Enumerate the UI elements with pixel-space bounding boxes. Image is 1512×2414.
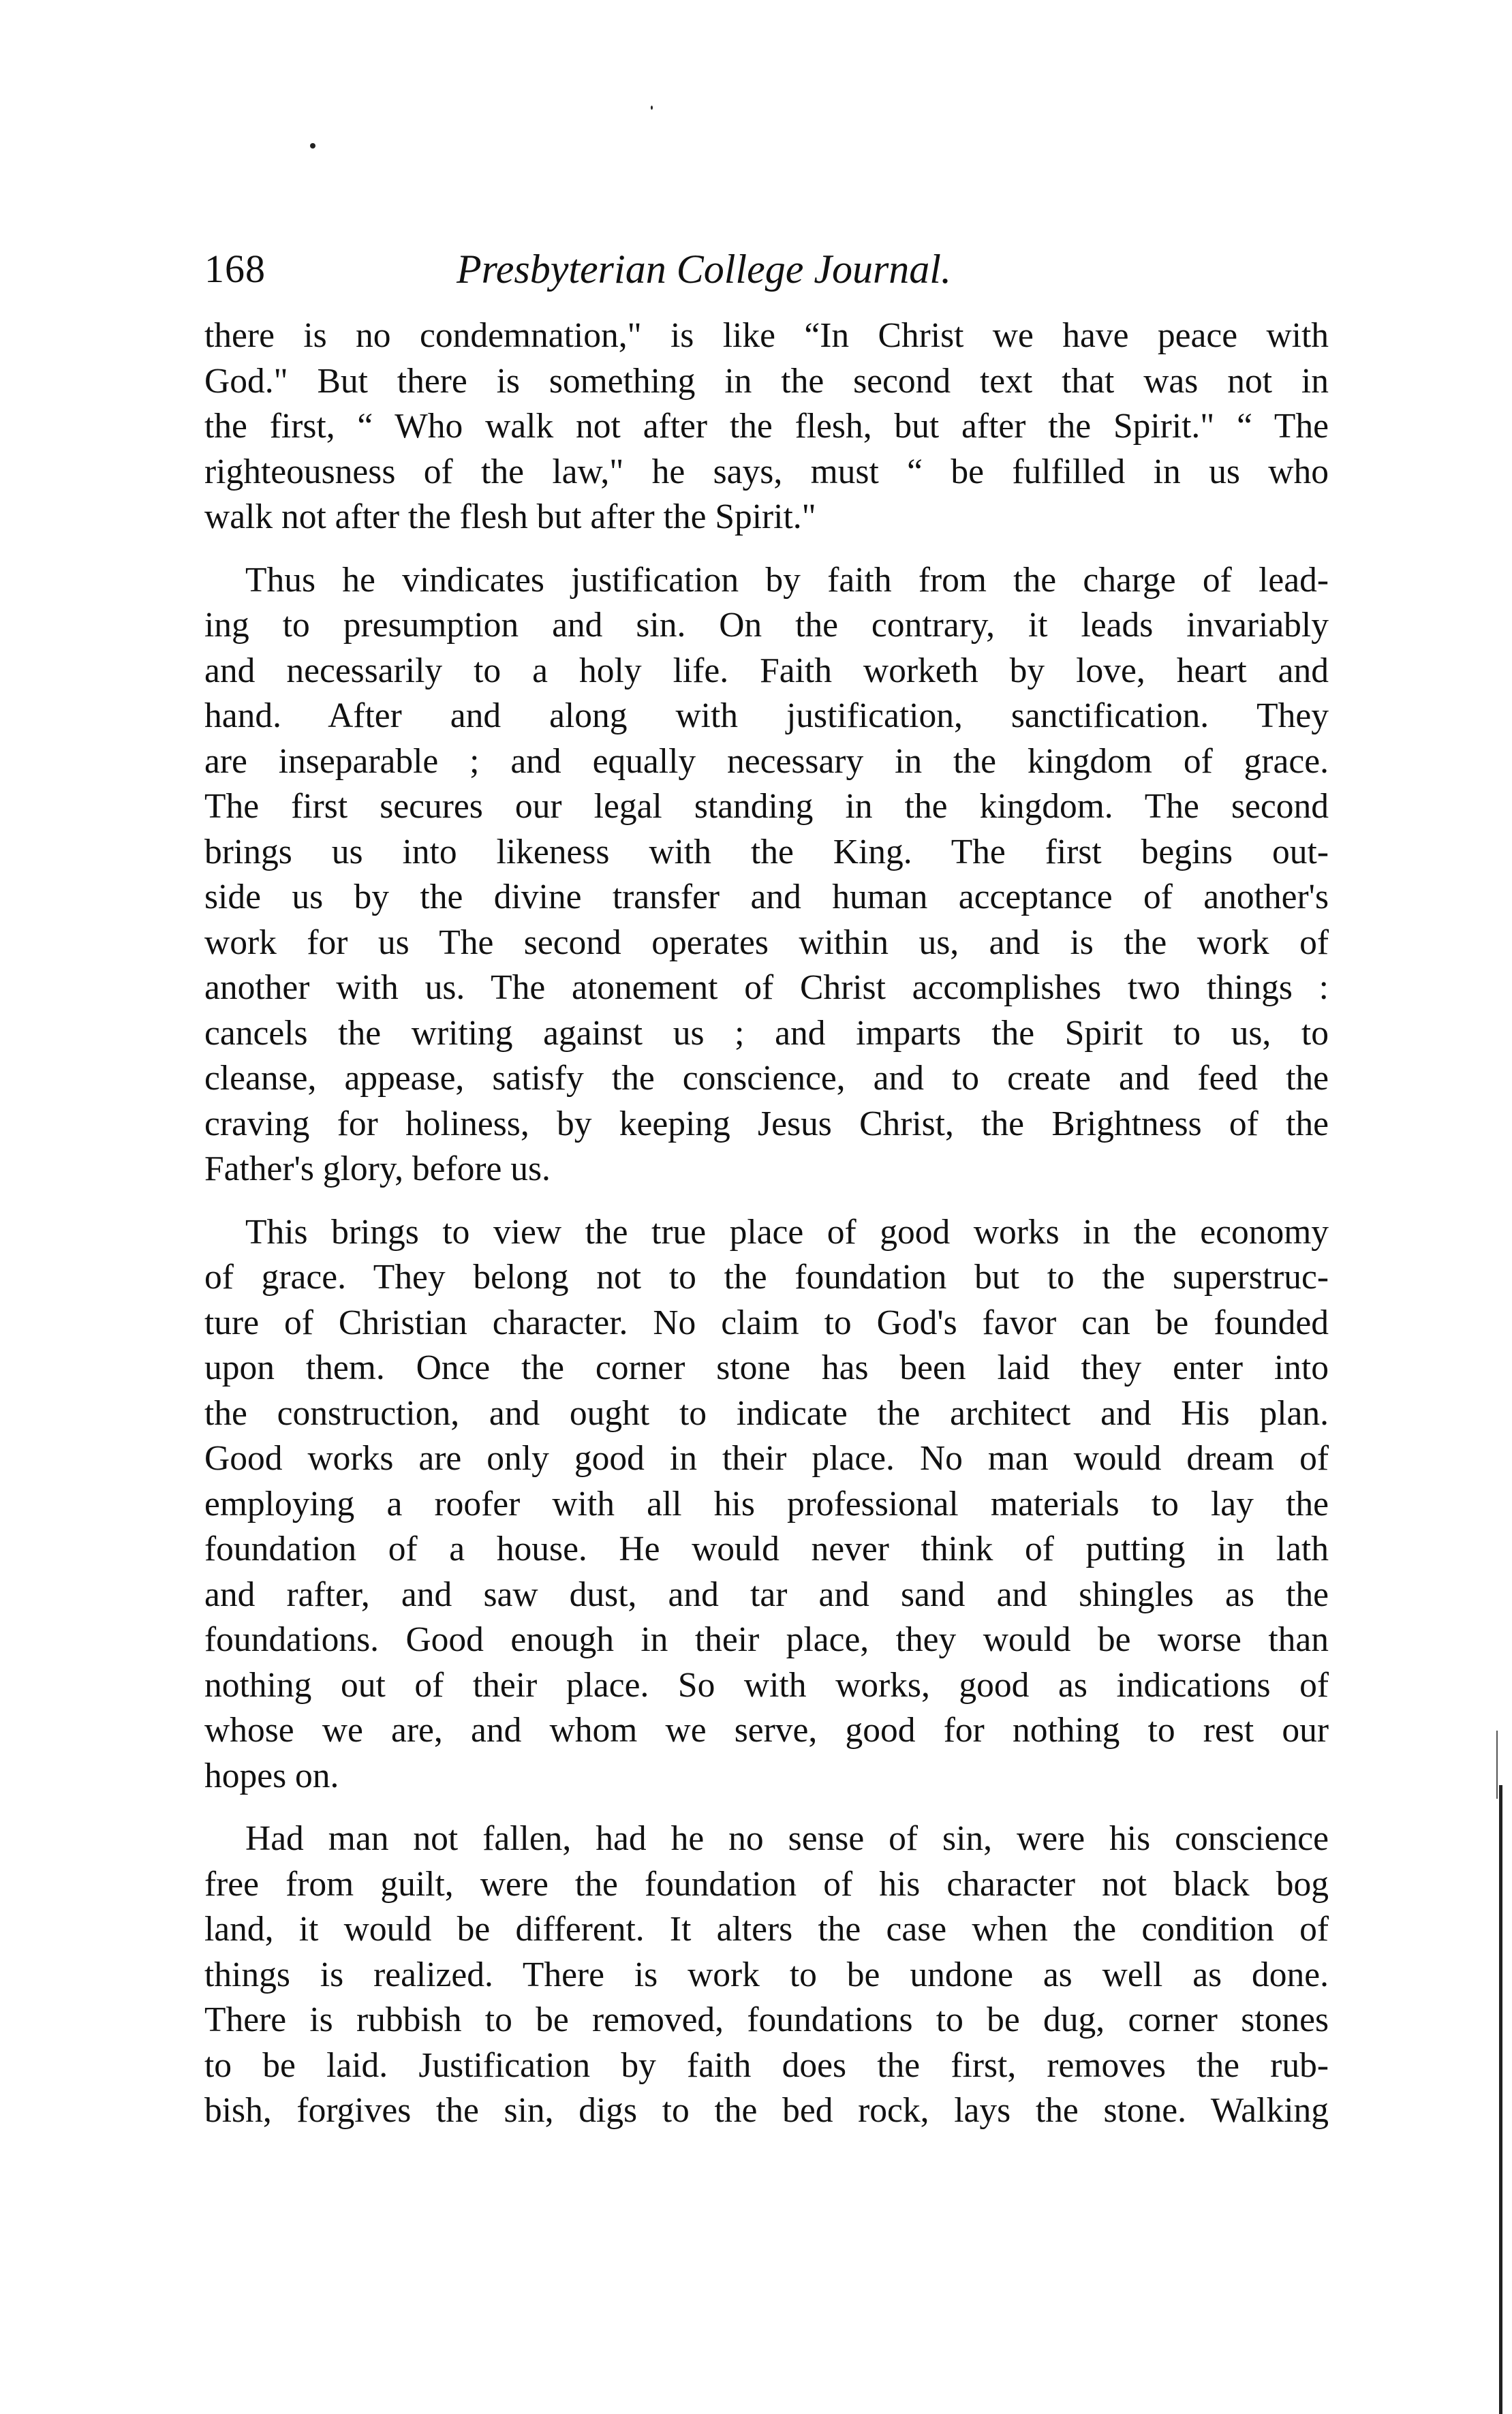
text-line: are inseparable ; and equally necessary in the kingdom of grace.	[204, 741, 1329, 781]
text-line: the construction, and ought to indicate the architect and His plan.	[204, 1393, 1329, 1433]
text-line: employing a roofer with all his professional materials to lay the	[204, 1484, 1329, 1523]
text-line: There is rubbish to be removed, foundations to be dug, corner stones	[204, 2000, 1329, 2039]
text-line: Thus he vindicates justification by faith from the charge of lead-	[245, 560, 1329, 600]
paragraph-gap	[204, 1799, 1329, 1816]
text-line: foundation of a house. He would never think of putting in lath	[204, 1530, 1329, 1568]
text-line: to be laid. Justification by faith does the first, removes the rub-	[204, 2045, 1329, 2085]
print-speck	[310, 143, 315, 149]
text-line: ing to presumption and sin. On the contrary, it leads invariably	[204, 606, 1329, 645]
body-text	[204, 313, 1329, 2134]
page-header	[204, 242, 1329, 296]
text-line: walk not after the flesh but after the Spirit."	[204, 497, 816, 536]
text-line: ture of Christian character. No claim to God's favor can be founded	[204, 1303, 1329, 1342]
paragraph-gap	[204, 1192, 1329, 1210]
margin-rule	[1499, 1785, 1502, 2414]
paragraph	[204, 313, 1329, 540]
text-line: nothing out of their place. So with works, good as indications of	[204, 1665, 1329, 1705]
text-line: This brings to view the true place of good works in the economy	[245, 1212, 1329, 1252]
text-line: whose we are, and whom we serve, good for nothing to rest our	[204, 1711, 1329, 1750]
text-line: work for us The second operates within us, and is the work of	[204, 923, 1329, 962]
margin-mark	[1496, 1731, 1498, 1799]
text-line: cleanse, appease, satisfy the conscience, and to create and feed the	[204, 1059, 1329, 1098]
text-line: Had man not fallen, had he no sense of sin, were his conscience	[245, 1819, 1329, 1858]
text-line: things is realized. There is work to be undone as well as done.	[204, 1955, 1329, 1994]
text-line: The first secures our legal standing in the kingdom. The second	[204, 787, 1329, 826]
text-line: free from guilt, were the foundation of his character not black bog	[204, 1864, 1329, 1904]
text-line: righteousness of the law," he says, must “ be fulfilled in us who	[204, 452, 1329, 491]
text-line: and rafter, and saw dust, and tar and sand and shingles as the	[204, 1575, 1329, 1614]
text-line: Father's glory, before us.	[204, 1149, 551, 1188]
paragraph-gap	[204, 540, 1329, 558]
text-line: side us by the divine transfer and human acceptance of another's	[204, 878, 1329, 916]
text-line: God." But there is something in the second text that was not in	[204, 361, 1329, 401]
page-number: 168	[204, 247, 266, 291]
text-line: Good works are only good in their place. No man would dream of	[204, 1439, 1329, 1478]
text-line: craving for holiness, by keeping Jesus Christ, the Brightness of the	[204, 1104, 1329, 1143]
running-title: Presbyterian College Journal.	[457, 247, 951, 292]
text-line: hopes on.	[204, 1756, 339, 1795]
text-line: land, it would be different. It alters the case when the condition of	[204, 1910, 1329, 1949]
print-speck	[651, 106, 653, 110]
text-line: cancels the writing against us ; and imparts the Spirit to us, to	[204, 1013, 1329, 1053]
text-line: of grace. They belong not to the foundation but to the superstruc-	[204, 1258, 1329, 1297]
text-line: the first, “ Who walk not after the flesh, but after the Spirit." “ The	[204, 407, 1329, 446]
text-line: brings us into likeness with the King. The first begins out-	[204, 832, 1329, 871]
text-line: hand. After and along with justification, sanctification. They	[204, 696, 1329, 735]
text-line: and necessarily to a holy life. Faith worketh by love, heart and	[204, 651, 1329, 690]
text-line: foundations. Good enough in their place, they would be worse than	[204, 1620, 1329, 1659]
paragraph	[204, 1210, 1329, 1799]
text-line: upon them. Once the corner stone has been laid they enter into	[204, 1348, 1329, 1387]
text-line: there is no condemnation," is like “In Christ we have peace with	[204, 316, 1329, 355]
text-line: bish, forgives the sin, digs to the bed rock, lays the stone. Walking	[204, 2091, 1329, 2130]
paragraph	[204, 1816, 1329, 2134]
text-line: another with us. The atonement of Christ accomplishes two things :	[204, 968, 1329, 1007]
paragraph	[204, 558, 1329, 1192]
